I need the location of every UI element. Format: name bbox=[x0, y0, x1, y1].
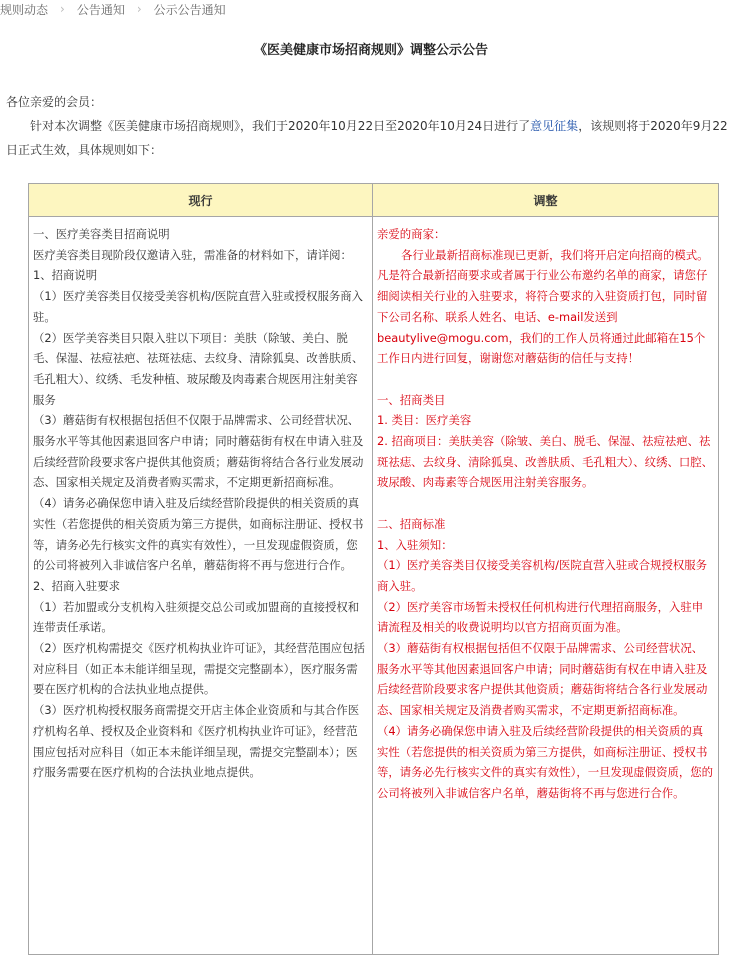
breadcrumb-item-rules-news[interactable]: 规则动态 bbox=[0, 2, 49, 17]
adjusted-paragraph: （3）蘑菇街有权根据包括但不仅限于品牌需求、公司经营状况、服务水平等其他因素退回客户申请；同时蘑菇街有权在申请入驻及后续经营阶段要求客户提供其他资质；蘑菇街将结合各行业发展动态、国家相关规定及消费者购买需求，不定期更新招商标准。 bbox=[377, 641, 708, 718]
breadcrumb-separator-icon: › bbox=[60, 2, 65, 16]
adjusted-greeting: 亲爱的商家： bbox=[377, 227, 446, 241]
current-rules-cell bbox=[29, 217, 373, 955]
comparison-table bbox=[28, 183, 719, 955]
breadcrumb-separator-icon: › bbox=[136, 2, 142, 16]
current-paragraph: （3）蘑菇街有权根据包括但不仅限于品牌需求、公司经营状况、服务水平等其他因素退回客户申请；同时蘑菇街有权在申请入驻及后续经营阶段要求客户提供其他资质；蘑菇街将结合各行业发展动态、国家相关规定及消费者购买需求，不定期更新招商标准。 bbox=[33, 413, 364, 490]
adjusted-subheading: 1、入驻须知： bbox=[377, 537, 453, 552]
adjusted-rules-cell bbox=[373, 217, 719, 955]
breadcrumb bbox=[0, 0, 226, 18]
adjusted-paragraph: 2. 招商项目：美肤美容（除皱、美白、脱毛、保湿、祛痘祛疤、祛斑祛痣、去纹身、清除狐臭、改善肤质、毛孔粗大）、纹绣、口腔、玻尿酸、肉毒素等合规医用注射美容服务。 bbox=[377, 434, 714, 490]
current-paragraph: （4）请务必确保您申请入驻及后续经营阶段提供的相关资质的真实性（若您提供的相关资质为第三方提供，如商标注册证、授权书等，请务必先行核实文件的真实有效性），一旦发现虚假资质，您的公司将被列入非诚信客户名单，蘑菇街将不再与您进行合作。 bbox=[33, 496, 364, 573]
feedback-link[interactable]: 意见征集 bbox=[530, 119, 579, 133]
greeting: 各位亲爱的会员： bbox=[6, 95, 103, 109]
intro-section bbox=[6, 90, 736, 162]
adjusted-paragraph: （2）医疗美容市场暂未授权任何机构进行代理招商服务，入驻申请流程及相关的收费说明均以官方招商页面为准。 bbox=[377, 599, 704, 635]
adjusted-paragraph: （1）医疗美容类目仅接受美容机构/医院直营入驻或合规授权服务商入驻。 bbox=[377, 558, 708, 593]
breadcrumb-item-public-notice[interactable]: 公示公告通知 bbox=[153, 2, 226, 17]
adjusted-section-heading: 一、招商类目 bbox=[377, 392, 446, 407]
header-adjusted: 调整 bbox=[373, 184, 719, 217]
current-paragraph: （1）医疗美容类目仅接受美容机构/医院直营入驻或授权服务商入驻。 bbox=[33, 289, 364, 324]
adjusted-paragraph: 各行业最新招商标准现已更新，我们将开启定向招商的模式。凡是符合最新招商要求或者属于行业公布邀约名单的商家，请您仔细阅读相关行业的入驻要求，将符合要求的入驻资质打包，同时留下公司名称、联系人姓名、电话、e-mail发送到beautylive@mogu.com，我们的工作人员将通过此邮箱在15个工作日内进行回复，谢谢您对蘑菇街的信任与支持！ bbox=[377, 247, 709, 366]
current-paragraph: （2）医疗机构需提交《医疗机构执业许可证》，其经营范围应包括对应科目（如正本未能详细呈现，需提交完整副本），医疗服务需要在医疗机构的合法执业地点提供。 bbox=[33, 641, 365, 697]
blank-line bbox=[377, 369, 714, 390]
breadcrumb-item-announcements[interactable]: 公告通知 bbox=[76, 2, 125, 17]
table-header-row bbox=[29, 184, 719, 217]
adjusted-section-heading: 二、招商标准 bbox=[377, 516, 446, 531]
intro-text-before-link: 针对本次调整《医美健康市场招商规则》，我们于2020年10月22日至2020年10月24日进行了 bbox=[30, 119, 531, 133]
adjusted-paragraph: 1. 类目：医疗美容 bbox=[377, 413, 472, 428]
current-paragraph: （1）若加盟或分支机构入驻须提交总公司或加盟商的直接授权和连带责任承诺。 bbox=[33, 599, 360, 635]
current-subheading: 1、招商说明 bbox=[33, 268, 98, 283]
table-row bbox=[29, 217, 719, 955]
current-paragraph: （3）医疗机构授权服务商需提交开店主体企业资质和与其合作医疗机构名单、授权及企业资料和《医疗机构执业许可证》，经营范围应包括对应科目（如正本未能详细呈现，需提交完整副本）；医疗服务需要在医疗机构的合法执业地点提供。 bbox=[33, 703, 360, 780]
page-title: 《医美健康市场招商规则》调整公示公告 bbox=[253, 43, 488, 58]
current-paragraph: 医疗美容类目现阶段仅邀请入驻，需准备的材料如下，请详阅： bbox=[33, 247, 352, 262]
intro-text-after-link: ，该规则将于2020年9月22日正式生效，具体规则如下： bbox=[6, 119, 728, 157]
header-current: 现行 bbox=[29, 184, 373, 217]
current-subheading: 2、招商入驻要求 bbox=[33, 578, 120, 593]
current-section-heading: 一、医疗美容类目招商说明 bbox=[33, 227, 170, 241]
current-paragraph: （2）医学美容类目只限入驻以下项目：美肤（除皱、美白、脱毛、保湿、祛痘祛疤、祛斑祛痣、去纹身、清除狐臭、改善肤质、毛孔粗大）、纹绣、毛发种植、玻尿酸及肉毒素合规医用注射美容服务 bbox=[33, 330, 364, 407]
blank-line bbox=[377, 493, 714, 514]
adjusted-paragraph: （4）请务必确保您申请入驻及后续经营阶段提供的相关资质的真实性（若您提供的相关资质为第三方提供，如商标注册证、授权书等，请务必先行核实文件的真实有效性），一旦发现虚假资质，您的公司将被列入非诚信客户名单，蘑菇街将不再与您进行合作。 bbox=[377, 723, 714, 800]
intro-paragraph bbox=[6, 114, 736, 162]
